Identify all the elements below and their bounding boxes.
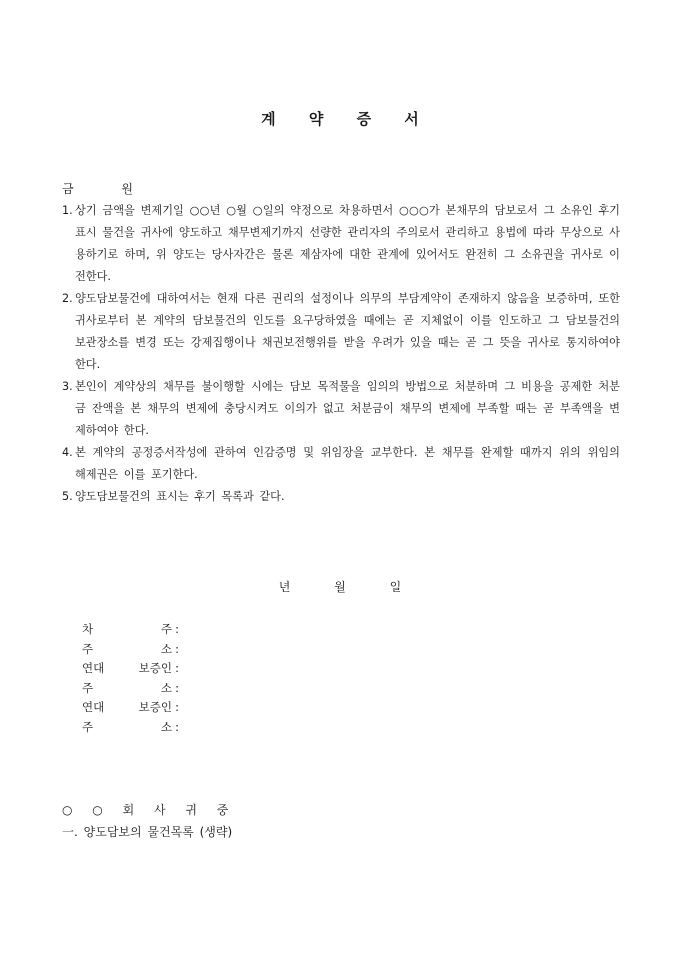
signer-label: 주 소 [82, 680, 172, 695]
clause-item [62, 442, 620, 486]
signer-label: 연대 보증인 [82, 661, 172, 675]
clause-item [62, 376, 620, 442]
signer-colon: : [175, 680, 179, 695]
clause-number: 4. [62, 446, 73, 459]
clause-item [62, 486, 620, 508]
signer-row-address [82, 718, 182, 738]
clause-text: 양도담보물건의 표시는 후기 목록과 같다. [75, 490, 285, 503]
signer-row-address [82, 640, 182, 660]
signer-label: 연대 보증인 [82, 700, 172, 714]
signer-row-guarantor [82, 698, 182, 718]
signer-colon: : [175, 700, 179, 714]
signer-label: 주 소 [82, 719, 172, 734]
clause-number: 1. [62, 204, 73, 217]
clause-item [62, 200, 620, 288]
signer-colon: : [175, 719, 179, 734]
clause-number: 3. [62, 380, 73, 393]
signer-row-address [82, 679, 182, 699]
clause-list [62, 200, 620, 508]
signer-label: 차 주 [82, 622, 172, 636]
signer-colon: : [175, 661, 179, 675]
addressee: ○ ○ 회 사 귀 중 [62, 803, 237, 817]
amount-label: 금 원 [62, 182, 155, 196]
signer-row-guarantor [82, 659, 182, 679]
clause-text: 상기 금액을 변제기일 ○○년 ○월 ○일의 약정으로 차용하면서 ○○○가 본채무의 담보로서 그 소유인 후기 표시 물건을 귀사에 양도하고 채무변제기까지 선량한 관리자의 주의로서 관리하고 용법에 따라 무상으로 사용하기로 하며, 위 양도는 당사자간은 물론 제삼자에 대한 관계에 있어서도 완전히 그 소유권을 귀사로 이전한다. [75, 204, 620, 283]
clause-text: 본인이 계약상의 채무를 불이행할 시에는 담보 목적물을 임의의 방법으로 처분하며 그 비용을 공제한 처분금 잔액을 본 채무의 변제에 충당시켜도 이의가 없고 처분금이 채무의 변제에 부족할 때는 곧 부족액을 변제하여야 한다. [75, 380, 620, 437]
document-title: 계 약 증 서 [261, 110, 433, 128]
signer-block [82, 620, 182, 737]
signer-colon: : [175, 641, 179, 656]
signer-colon: : [175, 622, 179, 636]
clause-item [62, 288, 620, 376]
appendix-note: 一. 양도담보의 물건목록 (생략) [62, 825, 233, 839]
clause-number: 5. [62, 490, 73, 503]
date-line: 년 월 일 [278, 580, 402, 594]
signer-label: 주 소 [82, 641, 172, 656]
clause-text: 양도담보물건에 대하여서는 현재 다른 권리의 설정이나 의무의 부담계약이 존재하지 않음을 보증하며, 또한 귀사로부터 본 계약의 담보물건의 인도를 요구당하였을 때에는 곧 지체없이 이를 인도하고 그 담보물건의 보관장소를 변경 또는 강제집행이나 채권보전행위를 받을 우려가 있을 때는 곧 그 뜻을 귀사로 통지하여야 한다. [75, 292, 620, 371]
clause-number: 2. [62, 292, 73, 305]
clause-text: 본 계약의 공정증서작성에 관하여 인감증명 및 위임장을 교부한다. 본 채무를 완제할 때까지 위의 위임의 해제권은 이를 포기한다. [75, 446, 620, 481]
signer-row-borrower [82, 620, 182, 640]
